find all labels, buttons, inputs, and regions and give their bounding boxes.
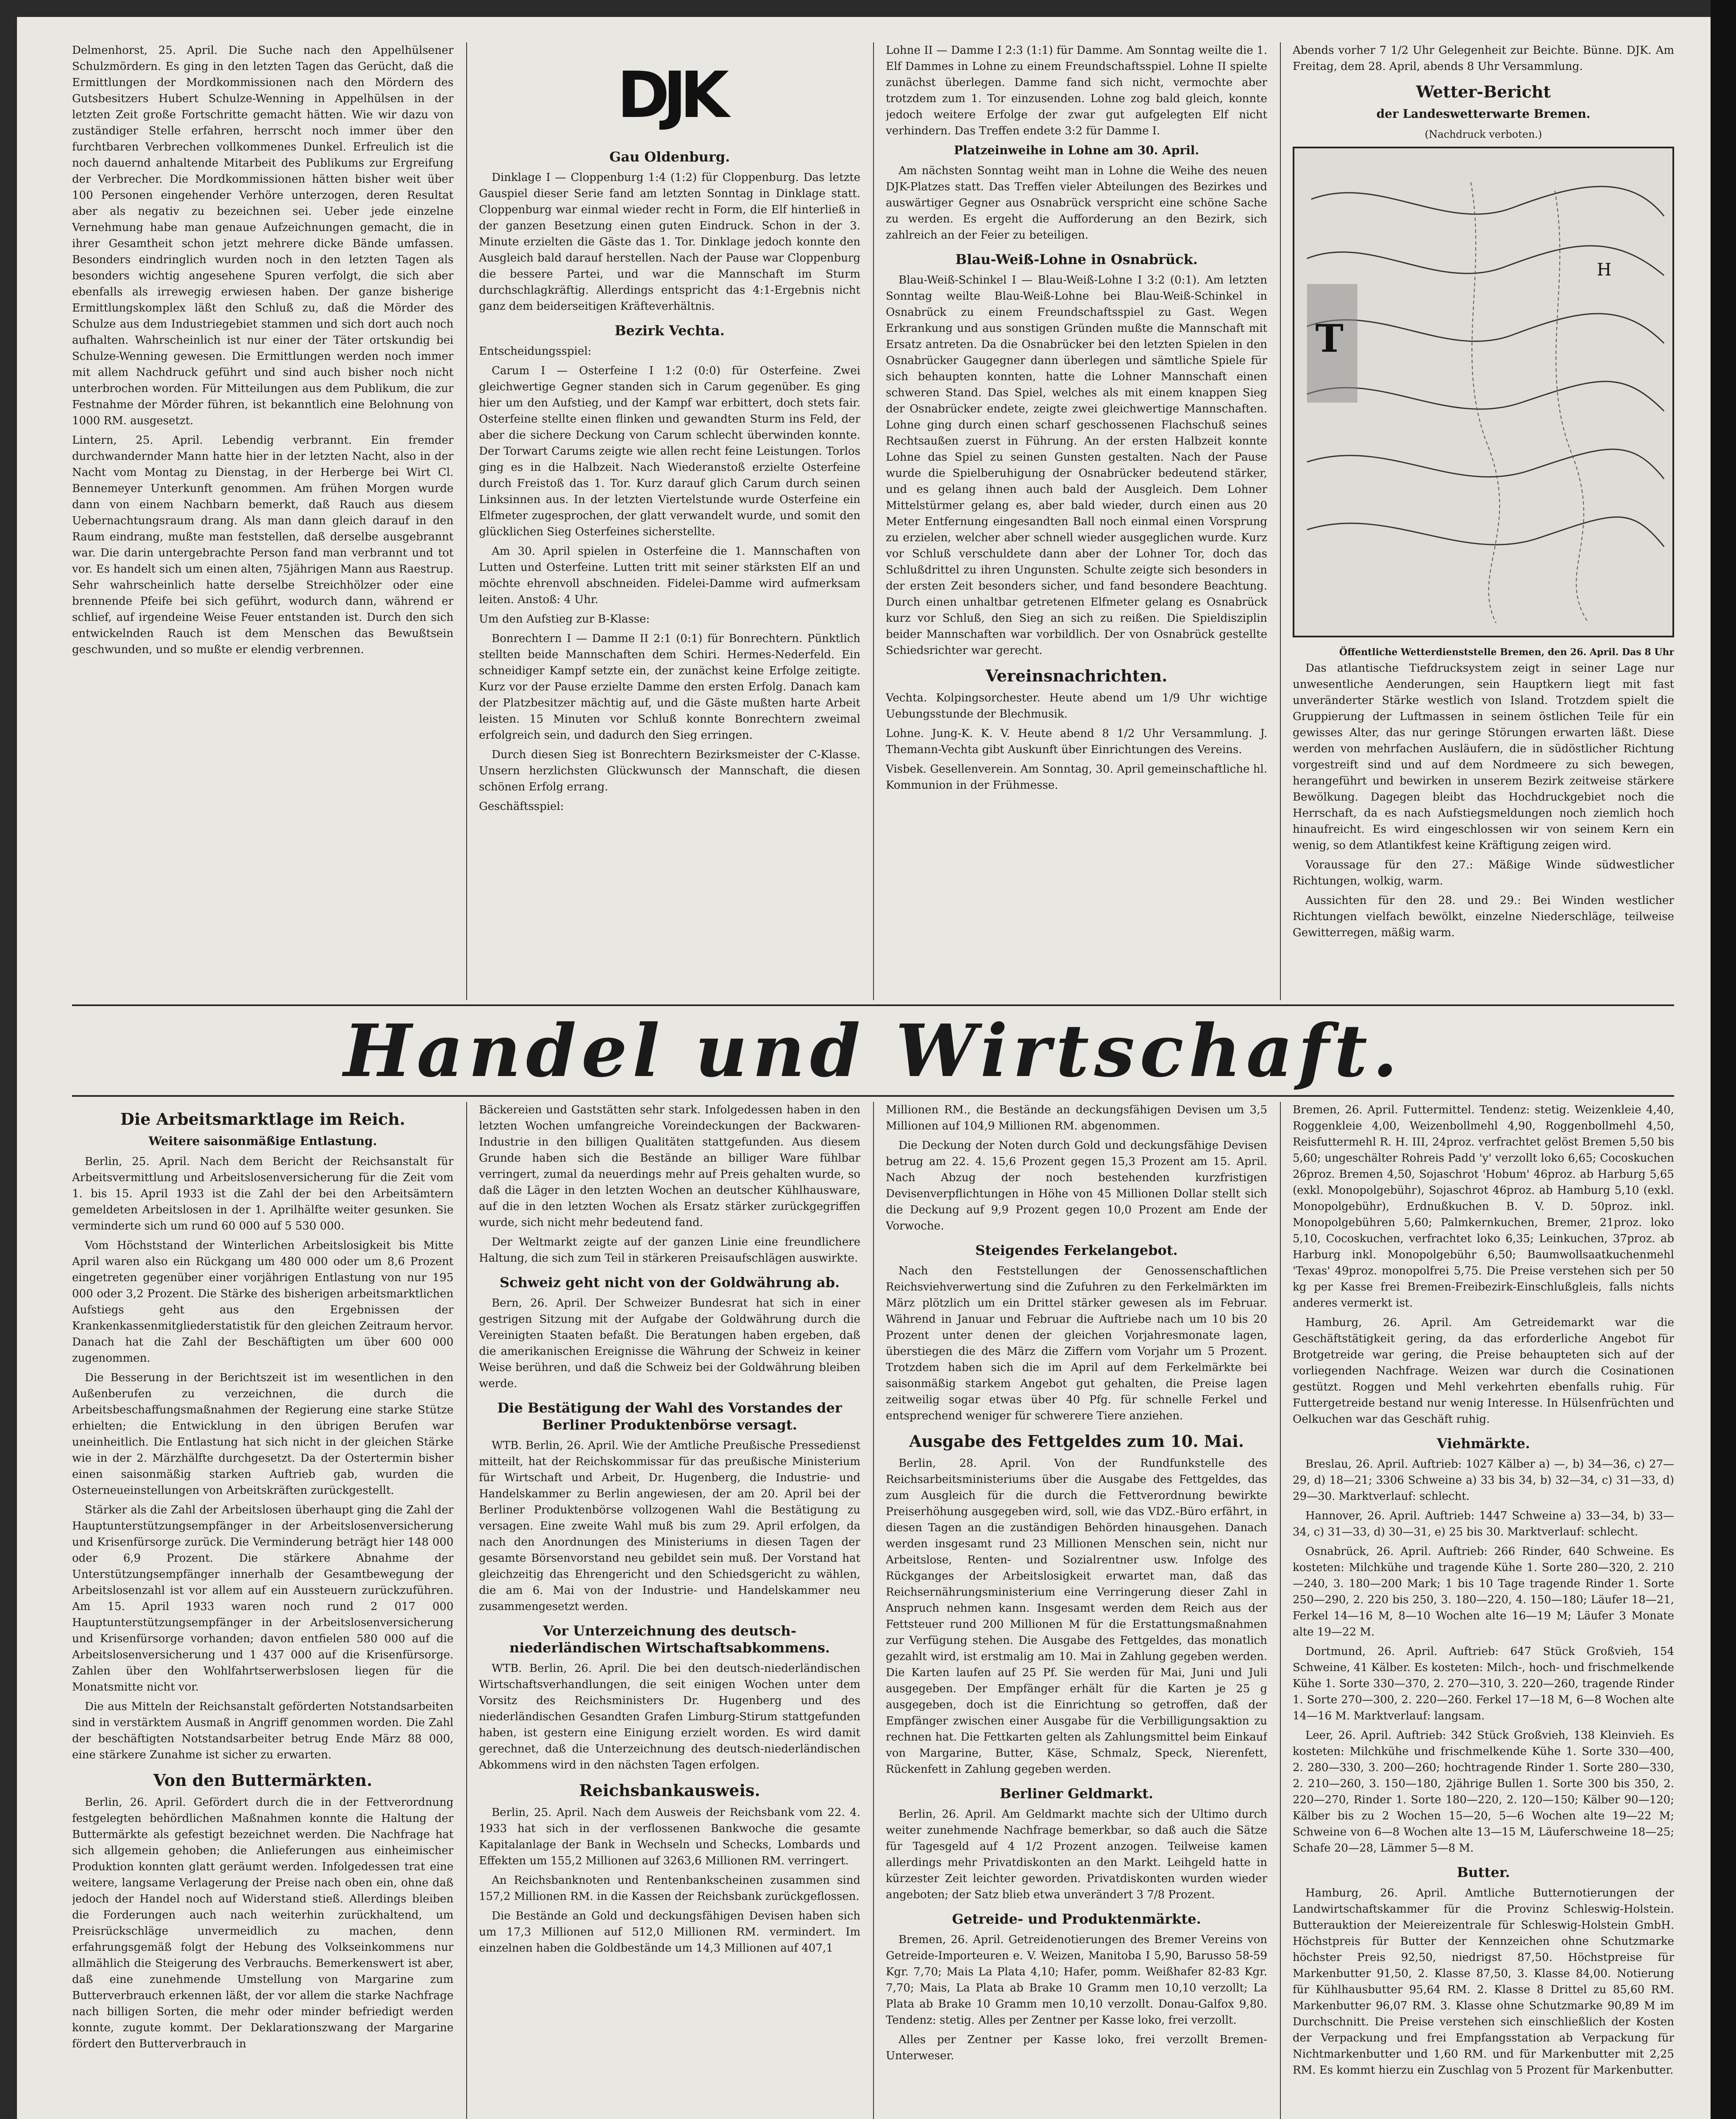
label-entscheidungsspiel: Entscheidungsspiel: [479,345,592,358]
heading-platzeinweihe: Platzeinweihe in Lohne am 30. April. [954,143,1199,157]
note-nachdruck: (Nachdruck verboten.) [1424,128,1542,140]
article-weltmarkt: Der Weltmarkt zeigte auf der ganzen Linie eine freundlichere Haltung, die sich zum Teil in stärkeren Preisaufschlägen auswirkte. [479,1236,860,1265]
banner-top-rule [72,1004,1674,1006]
column-divider [873,1102,874,2119]
market-leer: Leer, 26. April. Auftrieb: 342 Stück Großvieh, 138 Kleinvieh. Es kosteten: Milchkühe und frischmelkende Kühe 1. Sorte 330—400, 2. 280—330, 3. 200—260; hochtragende Rinder 1. Sorte 280—330, 2. 210—260, 3. 150—180, 2jährige Bullen 1. Sorte 300 bis 350, 2. 220—270, Rinder 1. Sorte 180—220, 2. 120—150; Kälber 90—120; Kälber bis zu 2 Wochen 15—20, 5—6 Wochen alte 19—22 M; Schweine von 6—8 Wochen alte 13—15 M, Läuferschweine 18—25; Schafe 20—28, Lämmer 5—8 M. [1293,1729,1674,1855]
bottom-column-3 [886,1102,1267,2119]
heading-produktenmaerkte: Getreide- und Produktenmärkte. [952,1911,1201,1927]
heading-fettgeld: Ausgabe des Fettgeldes zum 10. Mai. [909,1432,1244,1451]
heading-wirtschaftsabkommen: Vor Unterzeichnung des deutsch-niederländischen Wirtschaftsabkommens. [509,1623,830,1656]
column-divider [1280,1102,1281,2119]
column-divider [466,1102,467,2119]
heading-wetter-bericht: Wetter-Bericht [1416,82,1551,101]
article-bezirksmeister: Durch diesen Sieg ist Bonrechtern Bezirksmeister der C-Klasse. Unsern herzlichsten Glückwunsch der Mannschaft, die diesen schönen Erfolg errang. [479,748,860,793]
article-delmenhorst: Delmenhorst, 25. April. Die Suche nach den Appelhülsener Schulzmördern. Es ging in den letzten Tagen das Gerücht, daß die Ermittlungen der Mordkommissionen nach den Mördern des Gutsbesitzers Hubert Schulze-Wenning in Appelhülsen in der letzten Zeit große Fortschritte gemacht hätten. Wie wir dazu von zuständiger Stelle erfahren, herrscht noch immer über den furchtbaren Verbrechen vollkommenes Dunkel. Erfreulich ist die noch dauernd anhaltende Mitarbeit des Publikums zur Ergreifung der Verbrecher. Die Mordkommissionen hätten bisher weit über 100 Personen eingehender Verhöre unterzogen, deren Resultat aber als negativ zu bezeichnen sei. Ueber jede einzelne Vernehmung habe man genaue Aufzeichnungen gemacht, die in ihrer Gesamtheit schon jetzt mehrere dicke Bände umfassen. Besonders eindringlich wurden noch in den letzten Tagen als besonders wichtig angesehene Spuren verfolgt, die sich aber ebenfalls als irrewegig erwiesen haben. Der ganze bisherige Ermittlungskomplex läßt den Schluß zu, daß die Mörder des Schulze aus dem Industriegebiet stammen und sich dort auch noch aufhalten. Wahrscheinlich ist nur einer der Täter ortskundig bei Schulze-Wenning gewesen. Die Ermittlungen werden noch immer mit allem Nachdruck geführt und sind auch bisher noch nicht unterbrochen worden. Für Mitteilungen aus dem Publikum, die zur Festnahme der Mörder führen, ist bekanntlich eine Belohnung von 1000 RM. ausgesetzt. [72,44,453,427]
article-arbeitsmarkt-3: Die Besserung in der Berichtszeit ist im wesentlichen in den Außenberufen zu verzeichnen, die durch die Arbeitsbeschaffungsmaßnahmen der Regierung eine starke Stütze erhielten; die Entwicklung in den übrigen Berufen war uneinheitlich. Die Entlastung hat sich nicht in der gleichen Stärke wie in der 2. Märzhälfte durchgesetzt. Da der Ostertermin bisher einen saisonmäßig starken Auftrieb gab, wurden die Osterneueinstellungen von Arbeitskräften zurückgestellt. [72,1371,453,1497]
notice-visbek: Visbek. Gesellenverein. Am Sonntag, 30. April gemeinschaftliche hl. Kommunion in der Frühmesse. [886,763,1267,792]
column-divider [873,42,874,1000]
top-column-4 [1293,42,1674,1000]
article-arbeitsmarkt-4: Stärker als die Zahl der Arbeitslosen überhaupt ging die Zahl der Hauptunterstützungsempfänger in der Arbeitslosenversicherung und Krisenfürsorge zurück. Die Verminderung beträgt hier 148 000 oder 6,9 Prozent. Die stärkere Abnahme der Unterstützungsempfänger innerhalb der Gesamtbewegung der Arbeitslosenzahl ist vor allem auf ein Aussteuern zurückzuführen. Am 15. April 1933 waren noch rund 2 017 000 Hauptunterstützungsempfänger in der Arbeitslosenversicherung und Krisenfürsorge vorhanden; davon entfielen 580 000 auf die Arbeitslosenversicherung und 1 437 000 auf die Krisenfürsorge. Zahlen über den Wohlfahrtserwerbslosen liegen für die Monatsmitte nicht vor. [72,1504,453,1694]
subheading-landeswetterwarte: der Landeswetterwarte Bremen. [1376,107,1591,121]
bottom-column-4 [1293,1102,1674,2119]
article-schweiz: Bern, 26. April. Der Schweizer Bundesrat hat sich in einer gestrigen Sitzung mit der Aufgabe der Goldwährung durch die Vereinigten Staaten befaßt. Die Beratungen haben ergeben, daß die amerikanischen Ereignisse die Währung der Schweiz in keiner Weise berühren, und daß die Schweiz bei der Goldwährung bleiben werde. [479,1297,860,1390]
section-banner-handel-und-wirtschaft: Handel und Wirtschaft. [343,1009,1403,1093]
article-futtermittel: Bremen, 26. April. Futtermittel. Tendenz: stetig. Weizenkleie 4,40, Roggenkleie 4,00, Weizenbollmehl 4,90, Roggenbollmehl 4,50, Reisfuttermehl R. H. III, 24proz. verfrachtet gelöst Bremen 5,50 bis 5,60; ungeschälter Rohreis Padd 'y' verzollt loko 6,65; Cocoskuchen 26proz. Bremen 4,50, Sojaschrot 'Hobum' 46proz. ab Harburg 5,65 (exkl. Monopolgebühr), Sojaschrot 46proz. ab Hamburg 5,10 (exkl. Monopolgebühr), Erdnußkuchen B. V. D. 50proz. inkl. Monopolgebühren 5,60; Palmkernkuchen, Bremer, 21proz. loko 5,10, Cocoskuchen, verfrachtet loko 6,35; Leinkuchen, 37proz. ab Harburg inkl. Monopolgebühr 6,50; Baumwollsaatkuchenmehl 'Texas' 49proz. monopolfrei 5,75. Die Preise verstehen sich per 50 kg per Kasse frei Bremen-Freibezirk-Einschlußgleis, falls nichts anderes vermerkt ist. [1293,1104,1674,1310]
market-breslau: Breslau, 26. April. Auftrieb: 1027 Kälber a) —, b) 34—36, c) 27—29, d) 18—21; 3306 Schweine a) 33 bis 34, b) 32—34, c) 31—33, d) 29—30. Marktverlauf: schlecht. [1293,1458,1674,1503]
article-platzeinweihe: Am nächsten Sonntag weiht man in Lohne die Weihe des neuen DJK-Platzes statt. Das Treffen vieler Abteilungen des Bezirkes und auswärtiger Gegner aus Osnabrück verspricht eine schöne Sache zu werden. Es ergeht die Aufforderung an den Bezirk, sich zahlreich an der Feier zu beteiligen. [886,164,1267,242]
article-carum: Carum I — Osterfeine I 1:2 (0:0) für Osterfeine. Zwei gleichwertige Gegner standen sich in Carum gegenüber. Es ging hier um den Aufstieg, und der Kampf war erbittert, doch stets fair. Osterfeine stellte einen flinken und gewandten Sturm ins Feld, der aber die sichere Deckung von Carum schlecht überwinden konnte. Der Torwart Carums zeigte wie allen recht feine Leistungen. Torlos ging es in die Halbzeit. Nach Wiederanstoß erzielte Osterfeine durch Freistoß das 1. Tor. Kurz darauf glich Carum durch seinen Linksinnen aus. In der letzten Viertelstunde wurde Osterfeine ein Elfmeter zugesprochen, der glatt verwandelt wurde, und somit den glücklichen Sieg Osterfeines sicherstellte. [479,364,860,538]
label-geschaeftsspiel: Geschäftsspiel: [479,800,564,813]
article-ferkelangebot: Nach den Feststellungen der Genossenschaftlichen Reichsviehverwertung sind die Zufuhren zu den Ferkelmärkten im März plötzlich um ein Drittel stärker gewesen als im Februar. Während in Januar und Februar die Auftriebe nach um 10 bis 20 Prozent unter denen der gleichen Vorjahresmonate lagen, überstiegen die des März die Ziffern vom Vorjahr um 5 Prozent. Trotzdem haben sich die im April auf dem Ferkelmärkte bei saisonmäßig starkem Angebot gut gehalten, die Preise lagen zeitweilig sogar etwas über 40 Pfg. für schnelle Ferkel und entsprechend weniger für schwerere Tiere anziehen. [886,1265,1267,1422]
label-aufstieg: Um den Aufstieg zur B-Klasse: [479,613,650,626]
weather-map [1293,147,1674,637]
newspaper-page [72,42,1674,2119]
heading-buttermaerkte: Von den Buttermärkten. [153,1771,373,1790]
heading-arbeitsmarktlage: Die Arbeitsmarktlage im Reich. [120,1110,406,1129]
article-arbeitsmarkt-2: Vom Höchststand der Winterlichen Arbeitslosigkeit bis Mitte April waren also ein Rückgang um 480 000 oder um 8,6 Prozent eingetreten gegenüber einer vorjährigen Entlastung von nur 195 000 oder 3,2 Prozent. Die Stärke des bisherigen arbeitsmarktlichen Aufstiegs geht aus den Ergebnissen der Krankenkassenmitgliederstatistik für den gleichen Zeitraum hervor. Danach hat die Zahl der Beschäftigten um über 600 000 zugenommen. [72,1239,453,1365]
svg-text:T: T [1315,316,1344,362]
article-wirtschaftsabkommen: WTB. Berlin, 26. April. Die bei den deutsch-niederländischen Wirtschaftsverhandlungen, die seit einigen Wochen unter dem Vorsitz des Reichsministers Dr. Hugenberg und des niederländischen Gesandten Grafen Limburg-Stirum stattgefunden haben, ist gestern eine Einigung erzielt worden. Es wird damit gerechnet, daß die Unterzeichnung des deutsch-niederländischen Abkommens wird in den nächsten Tagen erfolgen. [479,1662,860,1771]
article-lohne-damme: Lohne II — Damme I 2:3 (1:1) für Damme. Am Sonntag weilte die 1. Elf Dammes in Lohne zu einem Freundschaftsspiel. Lohne II spielte zunächst überlegen. Damme fand sich nicht, vermochte aber trotzdem zum 1. Tor einzusenden. Lohne zog bald gleich, konnte jedoch weitere Erfolge der zwar gut aufgelegten Elf nicht verhindern. Das Treffen endete 3:2 für Damme I. [886,44,1267,137]
article-bonrechtern: Bonrechtern I — Damme II 2:1 (0:1) für Bonrechtern. Pünktlich stellten beide Mannschaften dem Schiri. Hermes-Nederfeld. Ein schneidiger Kampf setzte ein, der zunächst keine Erfolge zeitigte. Kurz vor der Pause erzielte Damme den ersten Erfolg. Danach kam der Platzbesitzer mächtig auf, und die Gäste mußten harte Arbeit leisten. 15 Minuten vor Schluß konnte Bonrechtern zweimal erfolgreich sein, und dadurch den Sieg erringen. [479,632,860,742]
article-reichsbank-cont: Millionen RM., die Bestände an deckungsfähigen Devisen um 3,5 Millionen auf 104,9 Millionen RM. abgenommen. [886,1104,1267,1132]
column-divider [466,42,467,1000]
article-baeckereien: Bäckereien und Gaststätten sehr stark. Infolgedessen haben in den letzten Wochen umfangreiche Voreindeckungen der Backwaren-Industrie in den billigen Qualitäten stattgefunden. Aus diesem Grunde haben sich die Bestände an billiger Ware fühlbar verringert, zumal da neuerdings mehr auf Preis gehalten wurde, so daß die Läger in den letzten Wochen an deutscher Kühlhausware, auf die in den letzten Wochen als Ersatz stärker zurückgegriffen wurde, sich nicht mehr bedeutend fand. [479,1104,860,1229]
heading-bezirk-vechta: Bezirk Vechta. [615,323,725,339]
weather-outlook: Aussichten für den 28. und 29.: Bei Winden westlicher Richtungen vielfach bewölkt, einzelne Niederschläge, teilweise Gewitterregen, mäßig warm. [1293,894,1674,939]
subheading-entlastung: Weitere saisonmäßige Entlastung. [148,1134,377,1148]
article-arbeitsmarkt-5: Die aus Mitteln der Reichsanstalt geförderten Notstandsarbeiten sind in verstärktem Ausmaß in Angriff genommen worden. Die Zahl der beschäftigten Notstandsarbeiter betrug Ende März 88 000, eine stärkere Zunahme ist sicher zu erwarten. [72,1700,453,1761]
article-dinklage: Dinklage I — Cloppenburg 1:4 (1:2) für Cloppenburg. Das letzte Gauspiel dieser Serie fand am letzten Sonntag in Dinklage statt. Cloppenburg war einmal wieder recht in Form, die Elf hinterließ in der ganzen Besetzung einen guten Eindruck. Schon in der 3. Minute erzielten die Gäste das 1. Tor. Dinklage jedoch konnte den Ausgleich bald darauf herstellen. Nach der Pause war Cloppenburg die bessere Partei, und war die Mannschaft im Sturm durchschlagkräftig. Allerdings entspricht das 4:1-Ergebnis nicht ganz dem beiderseitigen Kräfteverhältnis. [479,171,860,313]
article-buttermaerkte: Berlin, 26. April. Gefördert durch die in der Fettverordnung festgelegten behördlichen Maßnahmen konnte die Haltung der Buttermärkte als gefestigt bezeichnet werden. Die Nachfrage hat sich allgemein gehoben; die Anlieferungen aus einheimischer Produktion konnten glatt geräumt werden. Infolgedessen trat eine weitere, langsame Verlagerung der Preise nach oben ein, ohne daß jedoch der Handel noch auf Widerstand stieß. Allerdings bleiben die Forderungen auch nach weiterhin zurückhaltend, um Preisrückschläge unvermeidlich zu machen, denn erfahrungsgemäß folgt der Hebung des Volkseinkommens nur allmählich die Steigerung des Verbrauchs. Bemerkenswert ist aber, daß eine zunehmende Umstellung von Margarine zum Butterverbrauch erkennen läßt, der vor allem die starke Nachfrage nach billigen Sorten, die mehr oder minder befriedigt werden konnte, zugute kommt. Der Deklarationszwang der Margarine fördert den Butterverbrauch in [72,1796,453,2050]
heading-viehmaerkte: Viehmärkte. [1437,1435,1530,1452]
article-hamburg-getreide: Hamburg, 26. April. Am Getreidemarkt war die Geschäftstätigkeit gering, da das erforderliche Angebot für Brotgetreide war gering, die Preise behaupteten sich auf der vorliegenden Nachfrage. Weizen war durch die Cosinationen gestützt. Roggen und Mehl verkehrten ebenfalls ruhig. Für Futtergetreide bestand nur wenig Interesse. In Hülsenfrüchten und Oelkuchen war das Geschäft ruhig. [1293,1316,1674,1426]
market-hannover: Hannover, 26. April. Auftrieb: 1447 Schweine a) 33—34, b) 33—34, c) 31—33, d) 30—31, e) 25 bis 30. Marktverlauf: schlecht. [1293,1510,1674,1538]
article-produktenmaerkte: Bremen, 26. April. Getreidenotierungen des Bremer Vereins von Getreide-Importeuren e. V. Weizen, Manitoba I 5,90, Barusso 58-59 Kgr. 7,70; Mais La Plata 4,10; Hafer, pomm. Weißhafer 82-83 Kgr. 7,70; Mais, La Plata ab Brake 10 Gramm men 10,10 verzollt; La Plata ab Brake 10 Gramm men 10,10 verzollt. Donau-Galfox 9,80. Tendenz: stetig. Alles per Zentner per Kasse loko, frei verzollt. [886,1933,1267,2027]
top-column-1 [72,42,453,1000]
heading-reichsbankausweis: Reichsbankausweis. [579,1781,760,1800]
article-reichsbank-2: An Reichsbanknoten und Rentenbankscheinen zusammen sind 157,2 Millionen RM. in die Kassen der Reichsbank zurückgeflossen. [479,1874,860,1903]
market-osnabrueck: Osnabrück, 26. April. Auftrieb: 266 Rinder, 640 Schweine. Es kosteten: Milchkühe und tragende Kühe 1. Sorte 280—320, 2. 210—240, 3. 180—200 Mark; 1 bis 10 Tage tragende Rinder 1. Sorte 250—290, 2. 220 bis 250, 3. 180—220, 4. 150—180; Läufer 18—21, Ferkel 14—16 M, 8—10 Wochen alte 16—19 M; Läufer 3 Monate alte 19—22 M. [1293,1545,1674,1638]
heading-schweiz-goldwaehrung: Schweiz geht nicht von der Goldwährung ab. [499,1274,840,1290]
djk-logo: DJK [617,58,723,132]
newspaper-sheet [17,17,1717,2119]
article-produktenboerse: WTB. Berlin, 26. April. Wie der Amtliche Preußische Pressedienst mitteilt, hat der Reichskommissar für das preußische Ministerium für Wirtschaft und Arbeit, Dr. Hugenberg, die Industrie- und Handelskammer zu Berlin angewiesen, der am 20. April bei der Berliner Produktenbörse vollzogenen Wahl die Bestätigung zu versagen. Eine zweite Wahl muß bis zum 29. April erfolgen, da nach den Anordnungen des Ministeriums in diesen Tagen der gesamte Börsenvorstand neu gebildet sein muß. Der Vorstand hat gleichzeitig das Ehrengericht und den Schiedsgericht zu wählen, die am 6. Mai von der Industrie- und Handelskammer neu zusammengesetzt werden. [479,1439,860,1613]
heading-produktenboerse: Die Bestätigung der Wahl des Vorstandes der Berliner Produktenbörse versagt. [497,1400,842,1433]
weather-forecast: Voraussage für den 27.: Mäßige Winde südwestlicher Richtungen, wolkig, warm. [1293,859,1674,887]
heading-vereinsnachrichten: Vereinsnachrichten. [985,666,1168,685]
svg-text:H: H [1597,260,1612,280]
article-blau-weiss: Blau-Weiß-Schinkel I — Blau-Weiß-Lohne I 3:2 (0:1). Am letzten Sonntag weilte Blau-Weiß-Lohne bei Blau-Weiß-Schinkel in Osnabrück zu einem Freundschaftsspiel zu Gast. Wegen Erkrankung und aus sonstigen Gründen mußte die Mannschaft mit Ersatz antreten. Da die Osnabrücker bei den letzten Spielen in den Osnabrücker Gaugegner dann überlegen und sämtliche Spiele für sich behaupten konnten, hatte die Lohner Mannschaft einen schweren Stand. Das Spiel, welches als mit einem knappen Sieg der Osnabrücker endete, zeigte zwei gleichwertige Mannschaften. Lohne ging durch einen scharf geschossenen Flachschuß seines Rechtsaußen zuerst in Führung. An der ersten Halbzeit konnte Lohne das Spiel zu seinen Gunsten gestalten. Nach der Pause wurde die Spielberuhigung der Osnabrücker bedeutend stärker, und es gelang ihnen auch bald der Ausgleich. Dem Lohner Mittelstürmer gelang es, aber bald wieder, durch einen aus 20 Meter Entfernung eingesandten Ball noch einmal einen Vorsprung zu erzielen, welcher aber schnell wieder ausgeglichen wurde. Kurz vor Schluß verschuldete dann aber der Lohner Tor, doch das Schlußdrittel zu ihren Ungunsten. Schulte zeigte sich besonders in der ersten Zeit besonders sicher, und fand besondere Beachtung. Durch einen unhaltbar getretenen Elfmeter gelang es Osnabrück kurz vor Schluß, den Sieg an sich zu reißen. Die Spieldisziplin beider Mannschaften war vorbildlich. Der von Osnabrück gestellte Schiedsrichter war gerecht. [886,274,1267,657]
article-fettgeld: Berlin, 28. April. Von der Rundfunkstelle des Reichsarbeitsministeriums über die Ausgabe des Fettgeldes, das zum Ausgleich für die durch die Fettverordnung bewirkte Preiserhöhung ausgegeben wird, soll, wie das VDZ.-Büro erfährt, in diesen Tagen an die zuständigen Behörden hinausgehen. Danach werden insgesamt rund 23 Millionen Menschen sein, nicht nur Arbeitslose, Renten- und Sozialrentner usw. Infolge des Rückganges der Arbeitslosigkeit erwartet man, daß das Reichsernährungsministerium eine Verringerung dieser Zahl in Anspruch nehmen kann. Insgesamt werden dem Reich aus der Fettsteuer rund 200 Millionen M für die Erstattungsmaßnahmen zur Verfügung stehen. Die Ausgabe des Fettgeldes, das monatlich gezahlt wird, ist erstmalig am 10. Mai in Zahlung gegeben werden. Die Karten laufen auf 25 Pf. Sie werden für Mai, Juni und Juli ausgegeben. Der Empfänger erhält für die Karten je 25 g ausgegeben, doch ist die Einrichtung so getroffen, daß der Empfänger zwischen einer Ausgabe für die Verbilligungsaktion zu rechnen hat. Die Fettkarten gelten als Zahlungsmittel beim Einkauf von Margarine, Butter, Käse, Schmalz, Speck, Nierenfett, Rückenfett in Zahlung gegeben werden. [886,1457,1267,1776]
article-notendeckung: Die Deckung der Noten durch Gold und deckungsfähige Devisen betrug am 22. 4. 15,6 Prozent gegen 15,3 Prozent am 15. April. Nach Abzug der noch bestehenden kurzfristigen Devisenverpflichtungen in Höhe von 45 Millionen Dollar stellt sich die Deckung auf 9,9 Prozent gegen 10,0 Prozent am Ende der Vorwoche. [886,1139,1267,1232]
heading-blau-weiss-lohne: Blau-Weiß-Lohne in Osnabrück. [955,251,1198,267]
article-butter-hamburg: Hamburg, 26. April. Amtliche Butternotierungen der Landwirtschaftskammer für die Provinz Schleswig-Holstein. Butterauktion der Meiereizentrale für Schleswig-Holstein GmbH. Höchstpreis für Butter der Kennzeichen ohne Schutzmarke höchster Preis 92,50, niedrigst 87,50. Höchstpreise für Markenbutter 91,50, 2. Klasse 87,50, 3. Klasse 84,00. Notierung für Kühlhausbutter 95,64 RM. 2. Klasse 8 Drittel zu 85,60 RM. Markenbutter 96,07 RM. 3. Klasse ohne Schutzmarke 90,89 M im Durchschnitt. Die Preise verstehen sich einschließlich der Kosten der Verpackung und frei Empfangsstation ab Verpackung für Nichtmarkenbutter und 1,60 RM. und für Markenbutter mit 2,25 RM. Es kommt hierzu ein Zuschlag von 5 Prozent für Markenbutter. [1293,1887,1674,2077]
banner-bottom-rule [72,1095,1674,1097]
article-lutten: Am 30. April spielen in Osterfeine die 1. Mannschaften von Lutten und Osterfeine. Lutten tritt mit seiner stärksten Elf an und möchte ehrenvoll abschneiden. Fidelei-Damme wird aufmerksam leiten. Anstoß: 4 Uhr. [479,545,860,606]
heading-geldmarkt: Berliner Geldmarkt. [1000,1785,1153,1802]
heading-gau-oldenburg: Gau Oldenburg. [609,149,730,165]
heading-butter: Butter. [1457,1864,1510,1880]
article-reichsbank-3: Die Bestände an Gold und deckungsfähigen Devisen haben sich um 17,3 Millionen auf 512,0 Millionen RM. vermindert. Im einzelnen haben die Goldbestände um 14,3 Millionen auf 407,1 [479,1910,860,1955]
bottom-column-2 [479,1102,860,2119]
heading-ferkelangebot: Steigendes Ferkelangebot. [975,1242,1178,1258]
article-lintern: Lintern, 25. April. Lebendig verbrannt. Ein fremder durchwandernder Mann hatte hier in der letzten Nacht, also in der Nacht vom Montag zu Dienstag, in der Herberge bei Wirt Cl. Bennemeyer Unterkunft genommen. Am frühen Morgen wurde dann von einem Nachbarn bemerkt, daß Rauch aus diesem Uebernachtungsraum drang. Als man dann gleich darauf in den Raum eindrang, mußte man feststellen, daß derselbe ausgebrannt war. Die darin untergebrachte Person fand man verbrannt und tot vor. Es handelt sich um einen alten, 75jährigen Mann aus Raestrup. Sehr wahrscheinlich hatte derselbe Streichhölzer oder eine brennende Pfeife bei sich geführt, wodurch dann, während er schlief, auf irgendeine Weise Feuer entstanden ist. Durch den sich entwickelnden Rauch ist dem Menschen das Bewußtsein geschwunden, und so mußte er elendig verbrennen. [72,434,453,656]
notice-lohne: Lohne. Jung-K. K. V. Heute abend 8 1/2 Uhr Versammlung. J. Themann-Vechta gibt Auskunft über Einrichtungen des Vereins. [886,727,1267,756]
notice-buenne: Abends vorher 7 1/2 Uhr Gelegenheit zur Beichte. Bünne. DJK. Am Freitag, dem 28. April, abends 8 Uhr Versammlung. [1293,44,1674,73]
article-reichsbank-1: Berlin, 25. April. Nach dem Ausweis der Reichsbank vom 22. 4. 1933 hat sich in der verflossenen Bankwoche die gesamte Kapitalanlage der Bank in Wechseln und Schecks, Lombards und Effekten um 155,2 Millionen auf 3263,6 Millionen RM. verringert. [479,1806,860,1867]
market-dortmund: Dortmund, 26. April. Auftrieb: 647 Stück Großvieh, 154 Schweine, 41 Kälber. Es kosteten: Milch-, hoch- und frischmelkende Kühe 1. Sorte 330—370, 2. 270—310, 3. 220—260, tragende Rinder 1. Sorte 270—300, 2. 220—260. Ferkel 17—18 M, 6—8 Wochen alte 14—16 M. Marktverlauf: langsam. [1293,1645,1674,1722]
scan-edge [1711,0,1736,2119]
notice-vechta: Vechta. Kolpingsorchester. Heute abend um 1/9 Uhr wichtige Uebungsstunde der Blechmusik. [886,692,1267,720]
article-produktenmaerkte-2: Alles per Zentner per Kasse loko, frei verzollt Bremen-Unterweser. [886,2033,1267,2062]
bottom-column-1 [72,1102,453,2119]
article-geldmarkt: Berlin, 26. April. Am Geldmarkt machte sich der Ultimo durch weiter zunehmende Nachfrage bemerkbar, so daß auch die Sätze für Tagesgeld auf 4 1/2 Prozent anzogen. Teilweise kamen allerdings mehr Privatdiskonten an den Markt. Leihgeld hatte in kürzester Zeit leichter geworden. Privatdiskonten wurden wieder angeboten; der Satz blieb etwa unverändert 3 7/8 Prozent. [886,1808,1267,1901]
weather-report-text: Das atlantische Tiefdrucksystem zeigt in seiner Lage nur unwesentliche Aenderungen, sein Hauptkern liegt mit fast unveränderter Stärke westlich von Island. Trotzdem spielt die Gruppierung der Luftmassen in seinem östlichen Teile für ein gewisses Alter, das nur geringe Störungen erwarten läßt. Diese werden von mehrfachen Ausläufern, die in südöstlicher Richtung vorgestreift sind und auf dem Nordmeere zu sich bewegen, herangeführt und bewirken in unserem Bezirk zeitweise stärkere Bewölkung. Dagegen bleibt das Hochdruckgebiet noch die Herrschaft, da es nach Aufstiegsmeldungen noch ziemlich hoch hinaufreicht. Es wird eingeschlossen wir von seinem Kern ein wenig, so dem Atlantikfest keine Kräftigung zeigen wird. [1293,662,1674,852]
article-arbeitsmarkt-1: Berlin, 25. April. Nach dem Bericht der Reichsanstalt für Arbeitsvermittlung und Arbeitslosenversicherung für die Zeit vom 1. bis 15. April 1933 ist die Zahl der bei den Arbeitsämtern gemeldeten Arbeitslosen in der 1. Aprilhälfte weiter gesunken. Sie verminderte sich um rund 60 000 auf 5 530 000. [72,1155,453,1232]
weather-map-caption: Öffentliche Wetterdienststelle Bremen, den 26. April. Das 8 Uhr [1339,647,1674,658]
top-column-3 [886,42,1267,1000]
weather-map-graphic [1294,148,1672,636]
top-column-2 [479,42,860,1000]
column-divider [1280,42,1281,1000]
